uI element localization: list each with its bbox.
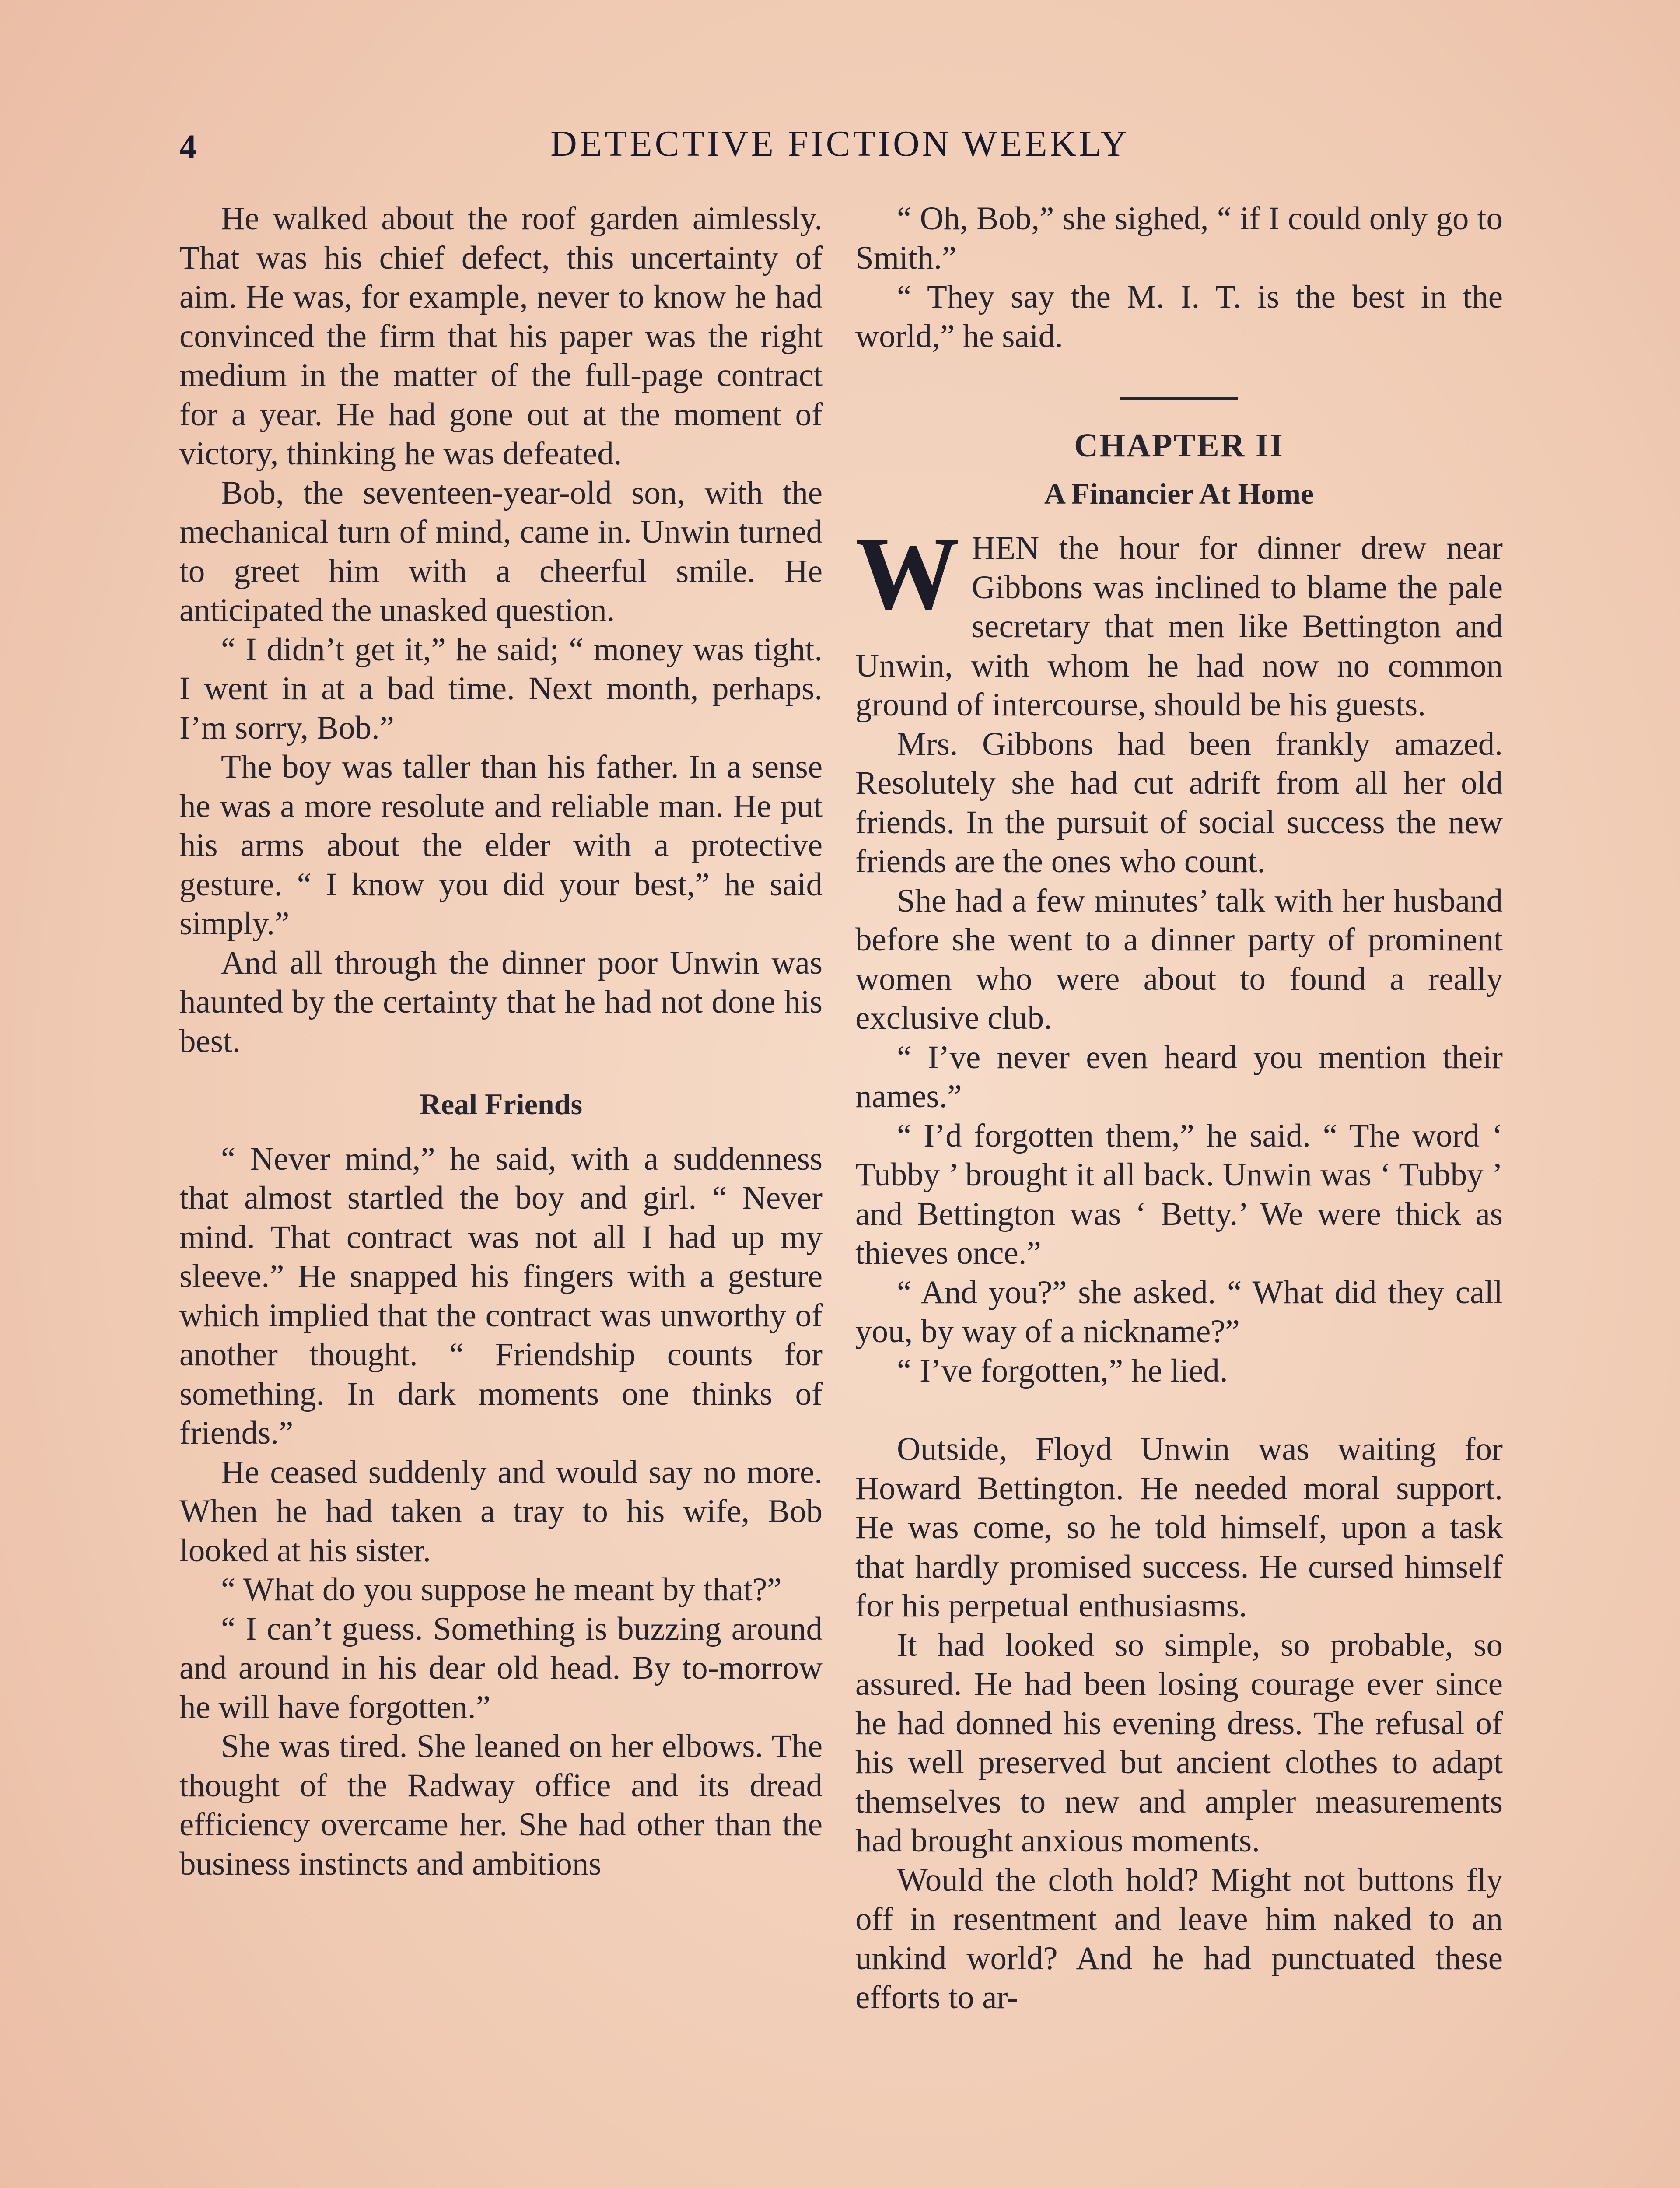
left-column (179, 199, 822, 2188)
opening-paragraph (855, 516, 1503, 725)
paragraph: “ I’d forgotten them,” he said. “ The word ‘ Tubby ’ brought it all back. Unwin was ‘ Tubby ’ and Bettington was ‘ Betty.’ We were thick as thieves once.” (855, 1117, 1503, 1271)
paragraph: “ I’ve forgotten,” he lied. (897, 1352, 1228, 1389)
right-column (855, 199, 1503, 2188)
scene-break (855, 1390, 1503, 1430)
paragraph: Outside, Floyd Unwin was waiting for Howard Bettington. He needed moral support. He was come, so he told himself, upon a task that hardly promised success. He cursed himself for his perpetual enthusiasms. (855, 1431, 1503, 1624)
paragraph: “ Oh, Bob,” she sighed, “ if I could only go to Smith.” (855, 200, 1503, 276)
paragraph: “ I’ve never even heard you mention their names.” (855, 1039, 1503, 1115)
paragraph: She had a few minutes’ talk with her husband before she went to a dinner party of prominent women who were about to found a really exclusive club. (855, 882, 1503, 1036)
paragraph: “ And you?” she asked. “ What did they call you, by way of a nickname?” (855, 1274, 1503, 1350)
chapter-subtitle: A Financier At Home (1044, 477, 1314, 510)
page-number: 4 (179, 127, 196, 165)
opening-text: HEN the hour for dinner drew near Gibbons was inclined to blame the pale secretary that men like Bettington and Unwin, with whom he had now no common ground of intercourse, should be his guests. (855, 530, 1503, 723)
drop-cap: W (855, 516, 959, 631)
paragraph: He walked about the roof garden aimlessly. That was his chief defect, this uncertainty of aim. He was, for example, never to know he had convinced the firm that his paper was the right medium in the matter of the full-page contract for a year. He had gone out at the moment of victory, thinking he was defeated. (179, 200, 822, 472)
paragraph: “ What do you suppose he meant by that?” (221, 1571, 782, 1608)
page-header (175, 123, 1505, 175)
paragraph: “ They say the M. I. T. is the best in the world,” he said. (855, 279, 1503, 354)
paragraph: “ I didn’t get it,” he said; “ money was tight. I went in at a bad time. Next month, perhaps. I’m sorry, Bob.” (179, 631, 822, 746)
paragraph: “ Never mind,” he said, with a suddenness that almost startled the boy and girl. “ Never mind. That contract was not all I had up my sleeve.” He snapped his fingers with a gesture which implied that the contract was unworthy of another thought. “ Friendship counts for something. In dark moments one thinks of friends.” (179, 1140, 822, 1451)
section-divider (1120, 397, 1238, 400)
paragraph: It had looked so simple, so probable, so assured. He had been losing courage ever since he had donned his evening dress. The refusal of his well preserved but ancient clothes to adapt themselves to new and ampler measurements had brought anxious moments. (855, 1627, 1503, 1859)
section-subhead: Real Friends (419, 1087, 583, 1121)
paragraph: And all through the dinner poor Unwin was haunted by the certainty that he had not done his best. (179, 944, 822, 1059)
paragraph: Mrs. Gibbons had been frankly amazed. Resolutely she had cut adrift from all her old friends. In the pursuit of social success the new friends are the ones who count. (855, 726, 1503, 880)
paragraph: She was tired. She leaned on her elbows. The thought of the Radway office and its dread efficiency overcame her. She had other than the business instincts and ambitions (179, 1728, 822, 1882)
paragraph: The boy was taller than his father. In a sense he was a more resolute and reliable man. He put his arms about the elder with a protective gesture. “ I know you did your best,” he said simply.” (179, 749, 822, 942)
paragraph: Would the cloth hold? Might not buttons fly off in resentment and leave him naked to an unkind world? And he had punctuated these efforts to ar- (855, 1862, 1503, 2016)
paragraph: He ceased suddenly and would say no more. When he had taken a tray to his wife, Bob looked at his sister. (179, 1454, 822, 1569)
paragraph: Bob, the seventeen-year-old son, with the mechanical turn of mind, came in. Unwin turned to greet him with a cheerful smile. He anticipated the unasked question. (179, 474, 822, 628)
chapter-title: CHAPTER II (1074, 427, 1284, 464)
running-title: DETECTIVE FICTION WEEKLY (550, 123, 1130, 164)
paragraph: “ I can’t guess. Something is buzzing around and around in his dear old head. By to-morrow he will have forgotten.” (179, 1610, 822, 1725)
